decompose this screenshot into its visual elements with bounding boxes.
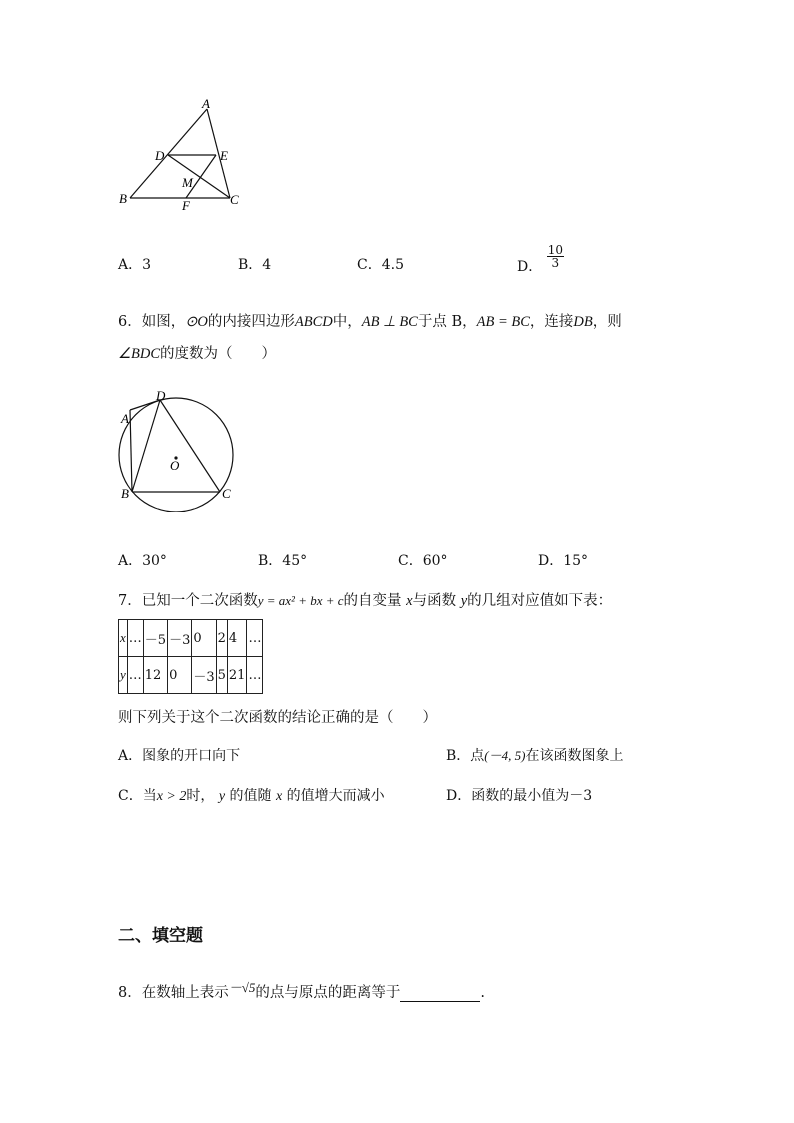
q6-number: 6．如图， — [118, 314, 186, 330]
label-F: F — [182, 198, 190, 213]
q6-text: 中， — [332, 314, 362, 330]
label-A: A — [121, 411, 129, 426]
table-row-y — [119, 657, 263, 694]
table-cell: … — [247, 620, 263, 657]
section-title: 二、填空题 — [118, 926, 203, 946]
fraction — [547, 244, 564, 269]
label-D: D — [156, 388, 166, 403]
answer-blank[interactable] — [400, 987, 480, 1002]
circle-symbol: ⊙O — [185, 314, 208, 330]
q6-quad: ABCD — [294, 314, 333, 330]
q7-option-b[interactable] — [446, 745, 623, 765]
q8-period: . — [480, 985, 485, 1001]
label-M: M — [182, 175, 193, 190]
q7-option-a[interactable]: A．图象的开口向下 — [118, 748, 241, 764]
section-heading — [118, 921, 203, 946]
q6-stem-line1 — [118, 310, 622, 331]
q7-question: 则下列关于这个二次函数的结论正确的是（ ） — [118, 710, 437, 726]
value-table — [118, 619, 263, 694]
q7-point: (－4, 5) — [484, 748, 526, 763]
fraction-numerator: 10 — [547, 243, 563, 257]
q7-option-c[interactable] — [118, 785, 385, 805]
q8-text: 的点与原点的距离等于 — [255, 985, 401, 1001]
q6-perp: AB ⊥ BC — [361, 314, 418, 330]
q6-eq: AB = BC — [476, 314, 530, 330]
table-cell: 0 — [168, 657, 192, 694]
table-cell: －3 — [192, 657, 216, 694]
label-E: E — [220, 148, 228, 163]
q7-var-y: y — [460, 593, 468, 609]
label-C: C — [230, 192, 239, 207]
q7-text: 7．已知一个二次函数 — [118, 593, 258, 609]
q8-stem — [118, 981, 485, 1002]
label-D: D — [155, 148, 165, 163]
table-cell: －3 — [168, 620, 192, 657]
q7-condition: x > 2 — [156, 789, 187, 804]
q6-option-d[interactable]: D．15° — [538, 553, 589, 569]
table-cell: 21 — [227, 657, 247, 694]
table-row-x — [119, 620, 263, 657]
table-cell: x — [119, 620, 128, 657]
q7-function: y = ax² + bx + c — [257, 593, 344, 608]
q6-stem-line2 — [118, 342, 276, 363]
q6-text: ，则 — [592, 314, 622, 330]
q7-option-text: 在该函数图象上 — [525, 748, 624, 764]
q8-text: 8．在数轴上表示 — [118, 985, 229, 1001]
label-B: B — [119, 191, 127, 206]
table-cell: 12 — [143, 657, 167, 694]
q5-option-a[interactable]: A．3 — [118, 257, 152, 273]
q7-option-text: C．当 — [118, 788, 157, 804]
table-cell: … — [127, 657, 143, 694]
fraction-denominator: 3 — [551, 256, 560, 270]
q6-text: 的内接四边形 — [207, 314, 295, 330]
table-cell: 5 — [216, 657, 227, 694]
label-B: B — [121, 486, 129, 501]
q5-option-c[interactable]: C．4.5 — [357, 257, 404, 273]
q7-var-x: x — [275, 789, 283, 804]
table-cell: … — [247, 657, 263, 694]
table-cell: －5 — [143, 620, 167, 657]
label-C: C — [222, 486, 231, 501]
label-A: A — [202, 96, 210, 111]
q7-var-x: x — [406, 593, 413, 609]
table-cell: 2 — [216, 620, 227, 657]
q6-angle: ∠BDC — [118, 346, 160, 362]
label-O: O — [170, 458, 180, 473]
q6-text: 于点 B， — [417, 314, 477, 330]
table-cell: 4 — [227, 620, 247, 657]
q6-text: ，连接 — [529, 314, 574, 330]
q6-option-b[interactable]: B．45° — [258, 553, 308, 569]
q7-option-text: 时， — [186, 788, 215, 804]
table-cell: y — [119, 657, 128, 694]
q7-text: 的几组对应值如下表： — [467, 593, 613, 609]
q7-var-y: y — [218, 789, 226, 804]
table-cell: … — [127, 620, 143, 657]
q5-option-d-label: D． — [517, 258, 543, 275]
q6-option-c[interactable]: C．60° — [398, 553, 448, 569]
q7-option-text: B．点 — [446, 748, 485, 764]
q7-option-text: 的值增大而减小 — [286, 788, 385, 804]
circle-figure — [112, 388, 244, 512]
q7-text: 与函数 — [412, 593, 457, 609]
q5-option-d[interactable] — [517, 243, 564, 275]
q7-option-text: 的值随 — [229, 788, 272, 804]
q5-option-b[interactable]: B．4 — [238, 257, 272, 273]
triangle-figure — [112, 96, 252, 216]
q6-db: DB — [573, 314, 593, 330]
q8-expression: －√5 — [228, 980, 256, 995]
q7-option-d[interactable]: D．函数的最小值为－3 — [446, 788, 593, 804]
q7-text: 的自变量 — [343, 593, 402, 609]
q7-stem — [118, 589, 612, 610]
q6-text: 的度数为（ ） — [160, 346, 276, 362]
table-cell: 0 — [192, 620, 216, 657]
q6-option-a[interactable]: A．30° — [118, 553, 167, 569]
